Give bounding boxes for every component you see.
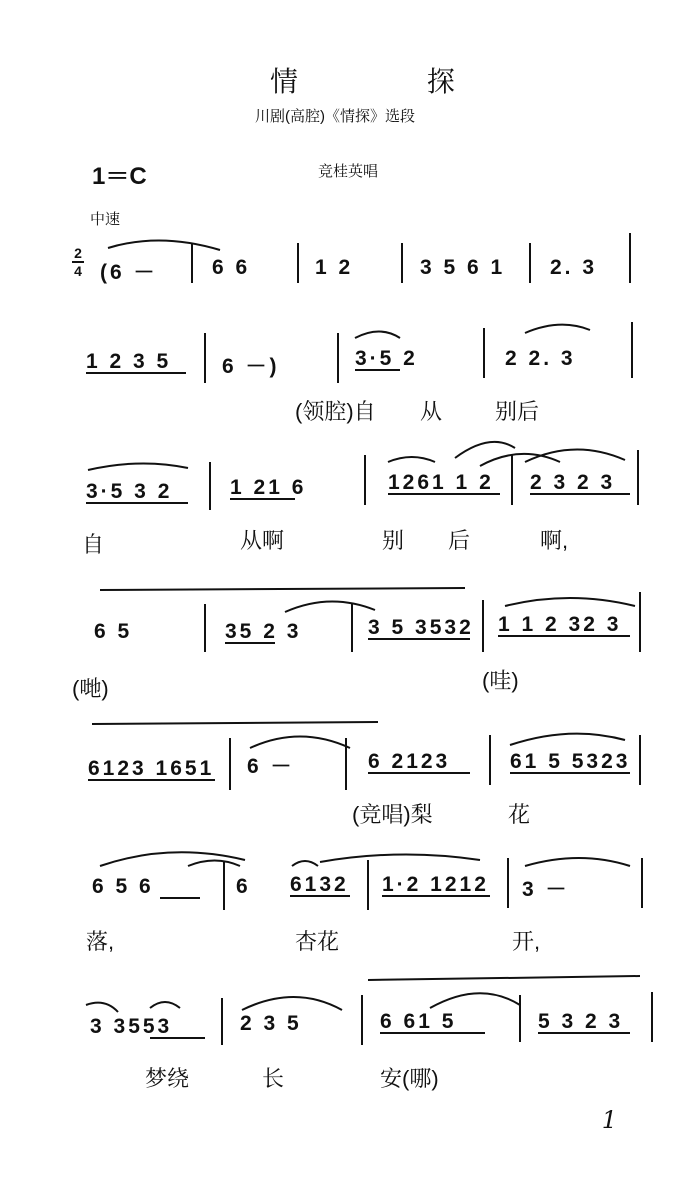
lyric: 花 bbox=[508, 802, 531, 827]
key-signature: 1＝C bbox=[92, 163, 147, 190]
note-group: 2 2. 3 bbox=[505, 347, 576, 370]
note-group: 5 3 2 3 bbox=[538, 1010, 624, 1033]
lyric: 后 bbox=[448, 528, 471, 553]
note-group: 61 5 5323 bbox=[510, 750, 631, 773]
note-group: 6 bbox=[236, 875, 251, 898]
slur bbox=[510, 734, 625, 745]
note-group: 1 21 6 bbox=[230, 476, 307, 499]
note-group: 6 6 bbox=[212, 256, 251, 279]
lyric: 落, bbox=[86, 929, 115, 954]
slur bbox=[525, 449, 625, 462]
slur bbox=[430, 993, 520, 1008]
slur bbox=[86, 1003, 118, 1012]
lyric: 安(哪) bbox=[380, 1066, 439, 1091]
time-signature-bottom: 4 bbox=[74, 263, 82, 279]
slur bbox=[505, 598, 635, 606]
subtitle: 川剧(高腔)《情探》选段 bbox=[255, 108, 415, 125]
slur bbox=[285, 601, 375, 612]
note-group: 2. 3 bbox=[550, 256, 598, 279]
lyric: (哇) bbox=[482, 668, 519, 693]
note-group: 6 － bbox=[247, 755, 295, 778]
lyric: (竞唱)梨 bbox=[352, 802, 433, 827]
slur bbox=[108, 240, 220, 250]
slur bbox=[525, 325, 590, 333]
note-group: 6 5 bbox=[94, 620, 133, 643]
slur bbox=[242, 997, 342, 1010]
note-group: 3 5 6 1 bbox=[420, 256, 506, 279]
note-group: 1 2 bbox=[315, 256, 354, 279]
beam-line bbox=[368, 976, 640, 980]
page-number: 1 bbox=[601, 1106, 617, 1134]
slur bbox=[525, 858, 630, 866]
note-group: 3·5 2 bbox=[355, 347, 418, 370]
slur bbox=[292, 861, 318, 866]
note-group: 2 3 2 3 bbox=[530, 471, 616, 494]
tempo-marking: 中速 bbox=[90, 211, 121, 228]
note-group: 6132 bbox=[290, 873, 349, 896]
slur bbox=[388, 457, 435, 462]
lyric: 杏花 bbox=[295, 929, 340, 954]
lyric: 梦绕 bbox=[145, 1066, 190, 1091]
note-group: 1·2 1212 bbox=[382, 873, 489, 896]
lyric: 从 bbox=[420, 399, 443, 424]
slur bbox=[355, 332, 400, 339]
lyric: 长 bbox=[262, 1066, 285, 1091]
note-group: 3·5 3 2 bbox=[86, 480, 173, 503]
slur bbox=[480, 454, 560, 466]
note-group: 1 2 3 5 bbox=[86, 350, 172, 373]
note-group: 1 1 2 32 3 bbox=[498, 613, 622, 636]
note-group: 6 2123 bbox=[368, 750, 451, 773]
lyric: 别 bbox=[382, 528, 405, 553]
note-group: 6 5 6 bbox=[92, 875, 154, 898]
slur bbox=[250, 737, 350, 749]
note-group: (6 － bbox=[100, 261, 158, 284]
note-group: 3 5 3532 bbox=[368, 616, 474, 639]
slur bbox=[150, 1002, 180, 1008]
beam-line bbox=[100, 588, 465, 590]
lyric-text: (领腔)自 bbox=[295, 399, 376, 424]
note-group: 35 2 3 bbox=[225, 620, 302, 643]
note-group: 6123 1651 bbox=[88, 757, 215, 780]
lyric: 啊, bbox=[540, 528, 569, 553]
beam-line bbox=[92, 722, 378, 724]
lyric: 别后 bbox=[495, 399, 540, 424]
note-group: 3 － bbox=[522, 878, 570, 901]
lyric: 自 bbox=[82, 532, 105, 557]
note-group: 3 3553 bbox=[90, 1015, 173, 1038]
note-group: 2 3 5 bbox=[240, 1012, 302, 1035]
slur bbox=[188, 861, 240, 867]
note-group: 6 －) bbox=[222, 355, 280, 378]
time-signature-top: 2 bbox=[74, 245, 82, 261]
note-group: 1261 1 2 bbox=[388, 471, 494, 494]
slur bbox=[88, 463, 188, 470]
lyric: (哋) bbox=[72, 676, 109, 701]
lyric: 开, bbox=[512, 929, 541, 954]
note-group: 6 61 5 bbox=[380, 1010, 457, 1033]
singer-credit: 竞桂英唱 bbox=[318, 163, 379, 180]
lyric: 从啊 bbox=[240, 528, 285, 553]
page-title: 情 探 bbox=[270, 65, 515, 98]
slur bbox=[320, 854, 480, 862]
